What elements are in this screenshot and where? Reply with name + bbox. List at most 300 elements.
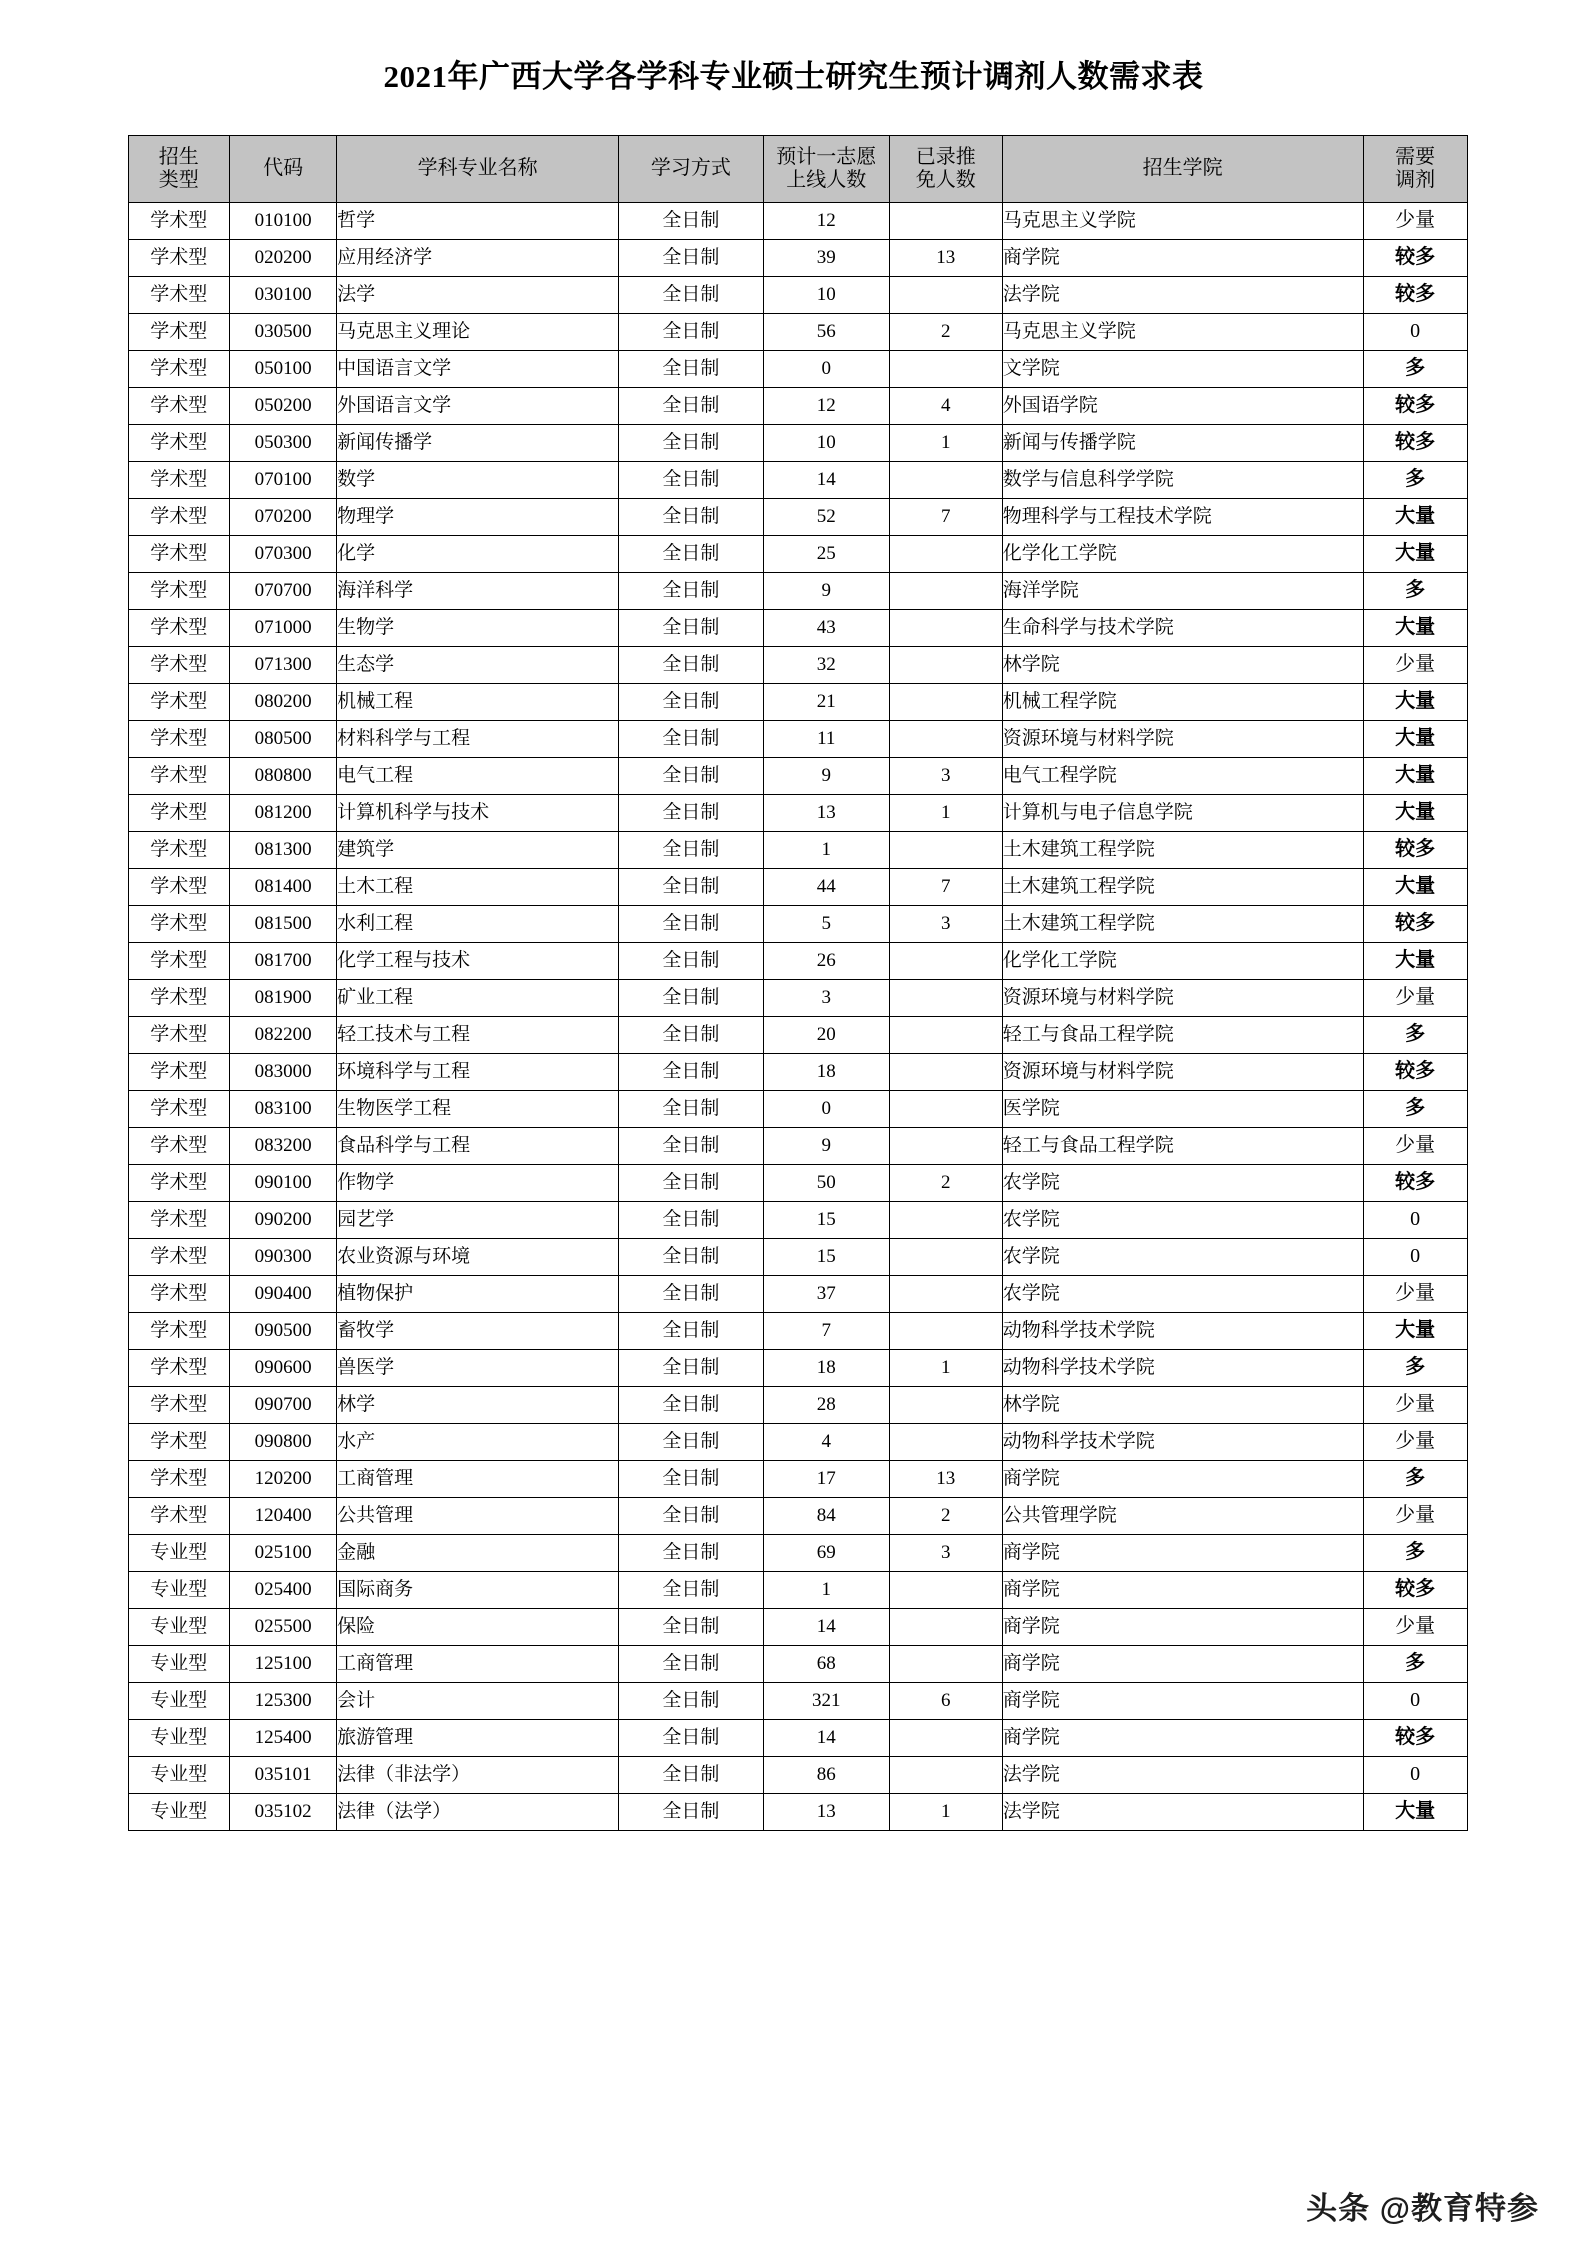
cell-first: 0	[763, 1090, 889, 1127]
demand-table-container	[120, 135, 1468, 1831]
cell-first: 14	[763, 1608, 889, 1645]
column-header-line: 已录推	[915, 146, 976, 169]
cell-code: 050100	[230, 350, 337, 387]
cell-code: 035101	[230, 1756, 337, 1793]
table-row	[128, 461, 1467, 498]
column-header-type	[128, 135, 230, 202]
cell-need: 大量	[1363, 609, 1467, 646]
cell-code: 025100	[230, 1534, 337, 1571]
table-header-row	[128, 135, 1467, 202]
cell-type: 学术型	[128, 239, 230, 276]
cell-need: 大量	[1363, 757, 1467, 794]
cell-major: 轻工技术与工程	[337, 1016, 619, 1053]
cell-need: 少量	[1363, 1497, 1467, 1534]
cell-mode: 全日制	[619, 831, 763, 868]
table-row	[128, 1756, 1467, 1793]
cell-need: 较多	[1363, 1719, 1467, 1756]
table-row	[128, 1386, 1467, 1423]
cell-need: 大量	[1363, 535, 1467, 572]
cell-mode: 全日制	[619, 572, 763, 609]
cell-first: 0	[763, 350, 889, 387]
cell-need: 少量	[1363, 979, 1467, 1016]
cell-exempt	[889, 350, 1002, 387]
cell-type: 学术型	[128, 868, 230, 905]
cell-code: 050200	[230, 387, 337, 424]
cell-college: 电气工程学院	[1002, 757, 1363, 794]
table-row	[128, 1090, 1467, 1127]
cell-college: 土木建筑工程学院	[1002, 868, 1363, 905]
cell-major: 水产	[337, 1423, 619, 1460]
cell-need: 0	[1363, 1756, 1467, 1793]
cell-major: 化学	[337, 535, 619, 572]
cell-first: 7	[763, 1312, 889, 1349]
cell-mode: 全日制	[619, 1090, 763, 1127]
cell-exempt: 2	[889, 313, 1002, 350]
cell-code: 120400	[230, 1497, 337, 1534]
cell-college: 农学院	[1002, 1201, 1363, 1238]
cell-need: 大量	[1363, 942, 1467, 979]
column-header-first	[763, 135, 889, 202]
cell-college: 资源环境与材料学院	[1002, 720, 1363, 757]
cell-mode: 全日制	[619, 1756, 763, 1793]
table-row	[128, 1460, 1467, 1497]
cell-need: 多	[1363, 1090, 1467, 1127]
cell-need: 多	[1363, 1534, 1467, 1571]
cell-mode: 全日制	[619, 1349, 763, 1386]
cell-type: 学术型	[128, 609, 230, 646]
cell-first: 12	[763, 387, 889, 424]
table-row	[128, 1312, 1467, 1349]
table-row	[128, 1571, 1467, 1608]
cell-code: 030500	[230, 313, 337, 350]
table-body	[128, 202, 1467, 1830]
cell-need: 大量	[1363, 1312, 1467, 1349]
cell-mode: 全日制	[619, 1719, 763, 1756]
cell-need: 多	[1363, 1645, 1467, 1682]
cell-exempt	[889, 276, 1002, 313]
table-row	[128, 1534, 1467, 1571]
table-row	[128, 1608, 1467, 1645]
cell-exempt	[889, 535, 1002, 572]
cell-need: 较多	[1363, 1571, 1467, 1608]
cell-first: 32	[763, 646, 889, 683]
cell-college: 文学院	[1002, 350, 1363, 387]
cell-first: 14	[763, 1719, 889, 1756]
cell-major: 外国语言文学	[337, 387, 619, 424]
table-row	[128, 1127, 1467, 1164]
table-row	[128, 350, 1467, 387]
cell-major: 生态学	[337, 646, 619, 683]
cell-first: 69	[763, 1534, 889, 1571]
cell-college: 商学院	[1002, 1608, 1363, 1645]
cell-college: 林学院	[1002, 1386, 1363, 1423]
cell-mode: 全日制	[619, 1164, 763, 1201]
cell-college: 轻工与食品工程学院	[1002, 1016, 1363, 1053]
cell-exempt	[889, 1608, 1002, 1645]
table-row	[128, 1719, 1467, 1756]
cell-need: 0	[1363, 313, 1467, 350]
cell-college: 轻工与食品工程学院	[1002, 1127, 1363, 1164]
cell-exempt: 1	[889, 1793, 1002, 1830]
cell-type: 专业型	[128, 1682, 230, 1719]
cell-mode: 全日制	[619, 276, 763, 313]
column-header-line: 学习方式	[650, 157, 731, 180]
cell-mode: 全日制	[619, 1682, 763, 1719]
cell-exempt	[889, 1127, 1002, 1164]
cell-first: 50	[763, 1164, 889, 1201]
cell-major: 畜牧学	[337, 1312, 619, 1349]
table-row	[128, 387, 1467, 424]
cell-mode: 全日制	[619, 350, 763, 387]
cell-first: 26	[763, 942, 889, 979]
cell-exempt	[889, 609, 1002, 646]
cell-first: 321	[763, 1682, 889, 1719]
cell-major: 生物医学工程	[337, 1090, 619, 1127]
cell-major: 土木工程	[337, 868, 619, 905]
cell-need: 少量	[1363, 1275, 1467, 1312]
cell-mode: 全日制	[619, 979, 763, 1016]
cell-college: 海洋学院	[1002, 572, 1363, 609]
cell-major: 水利工程	[337, 905, 619, 942]
cell-exempt	[889, 1645, 1002, 1682]
cell-mode: 全日制	[619, 1053, 763, 1090]
cell-major: 电气工程	[337, 757, 619, 794]
cell-major: 建筑学	[337, 831, 619, 868]
cell-exempt	[889, 1275, 1002, 1312]
cell-need: 多	[1363, 1349, 1467, 1386]
cell-college: 计算机与电子信息学院	[1002, 794, 1363, 831]
cell-major: 农业资源与环境	[337, 1238, 619, 1275]
cell-first: 13	[763, 1793, 889, 1830]
cell-mode: 全日制	[619, 757, 763, 794]
cell-type: 学术型	[128, 683, 230, 720]
cell-exempt	[889, 1238, 1002, 1275]
cell-code: 090400	[230, 1275, 337, 1312]
column-header-line: 预计一志愿	[776, 146, 877, 169]
cell-college: 法学院	[1002, 1756, 1363, 1793]
cell-college: 化学化工学院	[1002, 942, 1363, 979]
cell-code: 081400	[230, 868, 337, 905]
cell-type: 学术型	[128, 1127, 230, 1164]
cell-first: 18	[763, 1349, 889, 1386]
cell-college: 动物科学技术学院	[1002, 1312, 1363, 1349]
cell-first: 9	[763, 572, 889, 609]
cell-exempt: 3	[889, 1534, 1002, 1571]
cell-college: 农学院	[1002, 1275, 1363, 1312]
cell-type: 学术型	[128, 1312, 230, 1349]
cell-college: 法学院	[1002, 276, 1363, 313]
cell-exempt	[889, 461, 1002, 498]
cell-first: 9	[763, 1127, 889, 1164]
cell-first: 28	[763, 1386, 889, 1423]
cell-first: 12	[763, 202, 889, 239]
column-header-line: 需要	[1395, 146, 1436, 169]
table-row	[128, 424, 1467, 461]
cell-type: 学术型	[128, 1386, 230, 1423]
cell-first: 86	[763, 1756, 889, 1793]
cell-college: 商学院	[1002, 1460, 1363, 1497]
table-row	[128, 1645, 1467, 1682]
cell-exempt	[889, 1423, 1002, 1460]
cell-major: 物理学	[337, 498, 619, 535]
cell-college: 动物科学技术学院	[1002, 1349, 1363, 1386]
cell-mode: 全日制	[619, 1127, 763, 1164]
cell-type: 学术型	[128, 1090, 230, 1127]
cell-need: 较多	[1363, 387, 1467, 424]
cell-need: 较多	[1363, 905, 1467, 942]
cell-type: 学术型	[128, 1201, 230, 1238]
cell-need: 少量	[1363, 1386, 1467, 1423]
cell-mode: 全日制	[619, 1534, 763, 1571]
cell-mode: 全日制	[619, 1608, 763, 1645]
cell-mode: 全日制	[619, 942, 763, 979]
cell-type: 学术型	[128, 1349, 230, 1386]
cell-exempt: 3	[889, 757, 1002, 794]
cell-college: 农学院	[1002, 1238, 1363, 1275]
cell-type: 学术型	[128, 720, 230, 757]
cell-need: 大量	[1363, 794, 1467, 831]
column-header-line: 招生	[158, 146, 199, 169]
column-header-line: 学科专业名称	[417, 157, 538, 180]
cell-exempt	[889, 720, 1002, 757]
cell-major: 生物学	[337, 609, 619, 646]
cell-college: 外国语学院	[1002, 387, 1363, 424]
column-header-line: 类型	[158, 168, 199, 191]
cell-exempt: 1	[889, 424, 1002, 461]
cell-need: 多	[1363, 1460, 1467, 1497]
cell-major: 法律（法学）	[337, 1793, 619, 1830]
cell-code: 090700	[230, 1386, 337, 1423]
cell-mode: 全日制	[619, 424, 763, 461]
cell-major: 计算机科学与技术	[337, 794, 619, 831]
cell-college: 商学院	[1002, 1534, 1363, 1571]
cell-major: 法学	[337, 276, 619, 313]
cell-code: 081300	[230, 831, 337, 868]
cell-college: 商学院	[1002, 1645, 1363, 1682]
cell-type: 学术型	[128, 276, 230, 313]
cell-type: 专业型	[128, 1756, 230, 1793]
cell-first: 17	[763, 1460, 889, 1497]
cell-type: 学术型	[128, 387, 230, 424]
cell-need: 少量	[1363, 646, 1467, 683]
cell-first: 43	[763, 609, 889, 646]
cell-college: 物理科学与工程技术学院	[1002, 498, 1363, 535]
cell-type: 专业型	[128, 1793, 230, 1830]
table-row	[128, 1349, 1467, 1386]
cell-major: 中国语言文学	[337, 350, 619, 387]
cell-mode: 全日制	[619, 313, 763, 350]
cell-type: 学术型	[128, 646, 230, 683]
cell-mode: 全日制	[619, 202, 763, 239]
cell-first: 21	[763, 683, 889, 720]
cell-first: 56	[763, 313, 889, 350]
cell-major: 旅游管理	[337, 1719, 619, 1756]
cell-exempt	[889, 1053, 1002, 1090]
cell-college: 数学与信息科学学院	[1002, 461, 1363, 498]
cell-major: 食品科学与工程	[337, 1127, 619, 1164]
cell-major: 金融	[337, 1534, 619, 1571]
cell-need: 0	[1363, 1201, 1467, 1238]
cell-need: 多	[1363, 461, 1467, 498]
table-row	[128, 1238, 1467, 1275]
cell-code: 070200	[230, 498, 337, 535]
cell-mode: 全日制	[619, 1201, 763, 1238]
table-row	[128, 1275, 1467, 1312]
cell-code: 125400	[230, 1719, 337, 1756]
cell-type: 学术型	[128, 1275, 230, 1312]
column-header-need	[1363, 135, 1467, 202]
cell-mode: 全日制	[619, 1238, 763, 1275]
cell-first: 4	[763, 1423, 889, 1460]
cell-type: 学术型	[128, 424, 230, 461]
cell-major: 新闻传播学	[337, 424, 619, 461]
cell-major: 公共管理	[337, 1497, 619, 1534]
cell-need: 多	[1363, 350, 1467, 387]
cell-mode: 全日制	[619, 868, 763, 905]
cell-first: 52	[763, 498, 889, 535]
cell-need: 0	[1363, 1682, 1467, 1719]
cell-exempt	[889, 572, 1002, 609]
cell-exempt	[889, 1312, 1002, 1349]
cell-exempt: 6	[889, 1682, 1002, 1719]
cell-code: 071000	[230, 609, 337, 646]
cell-exempt	[889, 1201, 1002, 1238]
cell-mode: 全日制	[619, 1016, 763, 1053]
cell-first: 39	[763, 239, 889, 276]
cell-mode: 全日制	[619, 1312, 763, 1349]
cell-first: 37	[763, 1275, 889, 1312]
column-header-line: 调剂	[1395, 168, 1436, 191]
cell-college: 土木建筑工程学院	[1002, 831, 1363, 868]
cell-major: 马克思主义理论	[337, 313, 619, 350]
table-row	[128, 313, 1467, 350]
cell-mode: 全日制	[619, 1645, 763, 1682]
cell-need: 少量	[1363, 1608, 1467, 1645]
cell-code: 071300	[230, 646, 337, 683]
cell-type: 学术型	[128, 1497, 230, 1534]
cell-first: 15	[763, 1238, 889, 1275]
cell-code: 025500	[230, 1608, 337, 1645]
table-row	[128, 1201, 1467, 1238]
cell-mode: 全日制	[619, 905, 763, 942]
cell-college: 资源环境与材料学院	[1002, 979, 1363, 1016]
cell-college: 动物科学技术学院	[1002, 1423, 1363, 1460]
table-row	[128, 572, 1467, 609]
cell-type: 学术型	[128, 942, 230, 979]
cell-code: 125300	[230, 1682, 337, 1719]
cell-first: 25	[763, 535, 889, 572]
cell-code: 020200	[230, 239, 337, 276]
column-header-code	[230, 135, 337, 202]
cell-mode: 全日制	[619, 683, 763, 720]
cell-major: 数学	[337, 461, 619, 498]
cell-need: 少量	[1363, 202, 1467, 239]
cell-type: 学术型	[128, 461, 230, 498]
cell-college: 商学院	[1002, 239, 1363, 276]
cell-first: 9	[763, 757, 889, 794]
cell-mode: 全日制	[619, 646, 763, 683]
cell-mode: 全日制	[619, 387, 763, 424]
table-row	[128, 942, 1467, 979]
table-row	[128, 868, 1467, 905]
cell-college: 商学院	[1002, 1571, 1363, 1608]
cell-major: 植物保护	[337, 1275, 619, 1312]
table-row	[128, 1423, 1467, 1460]
cell-major: 化学工程与技术	[337, 942, 619, 979]
cell-code: 081500	[230, 905, 337, 942]
table-row	[128, 1793, 1467, 1830]
cell-need: 较多	[1363, 1164, 1467, 1201]
cell-first: 3	[763, 979, 889, 1016]
cell-code: 090500	[230, 1312, 337, 1349]
table-row	[128, 276, 1467, 313]
cell-first: 1	[763, 1571, 889, 1608]
cell-mode: 全日制	[619, 720, 763, 757]
cell-mode: 全日制	[619, 609, 763, 646]
cell-exempt: 13	[889, 239, 1002, 276]
cell-college: 林学院	[1002, 646, 1363, 683]
cell-major: 环境科学与工程	[337, 1053, 619, 1090]
cell-mode: 全日制	[619, 1793, 763, 1830]
cell-mode: 全日制	[619, 1423, 763, 1460]
cell-college: 马克思主义学院	[1002, 313, 1363, 350]
table-row	[128, 1016, 1467, 1053]
cell-mode: 全日制	[619, 1386, 763, 1423]
cell-mode: 全日制	[619, 498, 763, 535]
cell-need: 大量	[1363, 498, 1467, 535]
cell-first: 44	[763, 868, 889, 905]
table-row	[128, 1682, 1467, 1719]
cell-major: 园艺学	[337, 1201, 619, 1238]
cell-type: 学术型	[128, 979, 230, 1016]
cell-exempt	[889, 646, 1002, 683]
table-row	[128, 979, 1467, 1016]
column-header-exempt	[889, 135, 1002, 202]
cell-need: 少量	[1363, 1423, 1467, 1460]
table-row	[128, 683, 1467, 720]
cell-code: 010100	[230, 202, 337, 239]
page-title: 2021年广西大学各学科专业硕士研究生预计调剂人数需求表	[383, 58, 1204, 94]
cell-mode: 全日制	[619, 1275, 763, 1312]
column-header-line: 免人数	[915, 168, 976, 191]
cell-college: 马克思主义学院	[1002, 202, 1363, 239]
cell-type: 学术型	[128, 202, 230, 239]
table-row	[128, 831, 1467, 868]
cell-type: 学术型	[128, 831, 230, 868]
cell-exempt	[889, 1756, 1002, 1793]
watermark: 头条 @教育特参	[1306, 2190, 1539, 2226]
table-row	[128, 1497, 1467, 1534]
cell-mode: 全日制	[619, 1460, 763, 1497]
table-row	[128, 498, 1467, 535]
cell-mode: 全日制	[619, 794, 763, 831]
cell-major: 海洋科学	[337, 572, 619, 609]
table-row	[128, 720, 1467, 757]
cell-college: 资源环境与材料学院	[1002, 1053, 1363, 1090]
table-row	[128, 239, 1467, 276]
cell-college: 新闻与传播学院	[1002, 424, 1363, 461]
cell-college: 医学院	[1002, 1090, 1363, 1127]
cell-type: 学术型	[128, 794, 230, 831]
cell-college: 商学院	[1002, 1682, 1363, 1719]
table-row	[128, 1164, 1467, 1201]
cell-code: 090100	[230, 1164, 337, 1201]
cell-code: 090600	[230, 1349, 337, 1386]
cell-college: 公共管理学院	[1002, 1497, 1363, 1534]
cell-type: 学术型	[128, 1053, 230, 1090]
cell-need: 较多	[1363, 239, 1467, 276]
cell-code: 081900	[230, 979, 337, 1016]
